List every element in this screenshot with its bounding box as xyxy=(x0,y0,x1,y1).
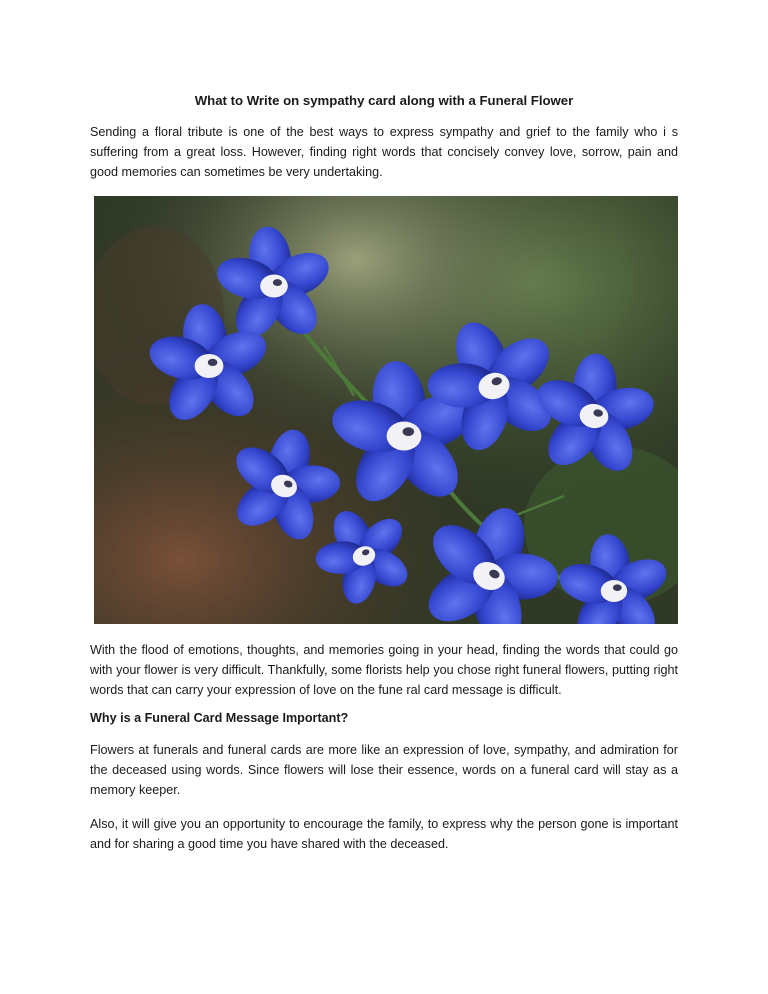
intro-paragraph: Sending a floral tribute is one of the best ways to express sympathy and grief to the family who i s suffering from a great loss. However, finding right words that concisely convey love, sorrow, pain and good memories can sometimes be very undertaking. xyxy=(90,125,678,179)
third-paragraph: Flowers at funerals and funeral cards are more like an expression of love, sympathy, and admiration for the deceased using words. Since flowers will lose their essence, words on a funeral card will stay as a memory keeper. xyxy=(90,743,678,797)
section-heading: Why is a Funeral Card Message Important? xyxy=(90,711,349,725)
document-title: What to Write on sympathy card along with a Funeral Flower xyxy=(194,93,574,108)
second-paragraph: With the flood of emotions, thoughts, and memories going in your head, finding the words that could go with your flower is very difficult. Thankfully, some florists help you chose right funeral flowers, putting right words that can carry your expression of love on the fune ral card message is difficult. xyxy=(90,643,678,697)
delphinium-flower-photo xyxy=(94,196,678,624)
fourth-paragraph: Also, it will give you an opportunity to encourage the family, to express why the person gone is important and for sharing a good time you have shared with the deceased. xyxy=(90,817,678,851)
